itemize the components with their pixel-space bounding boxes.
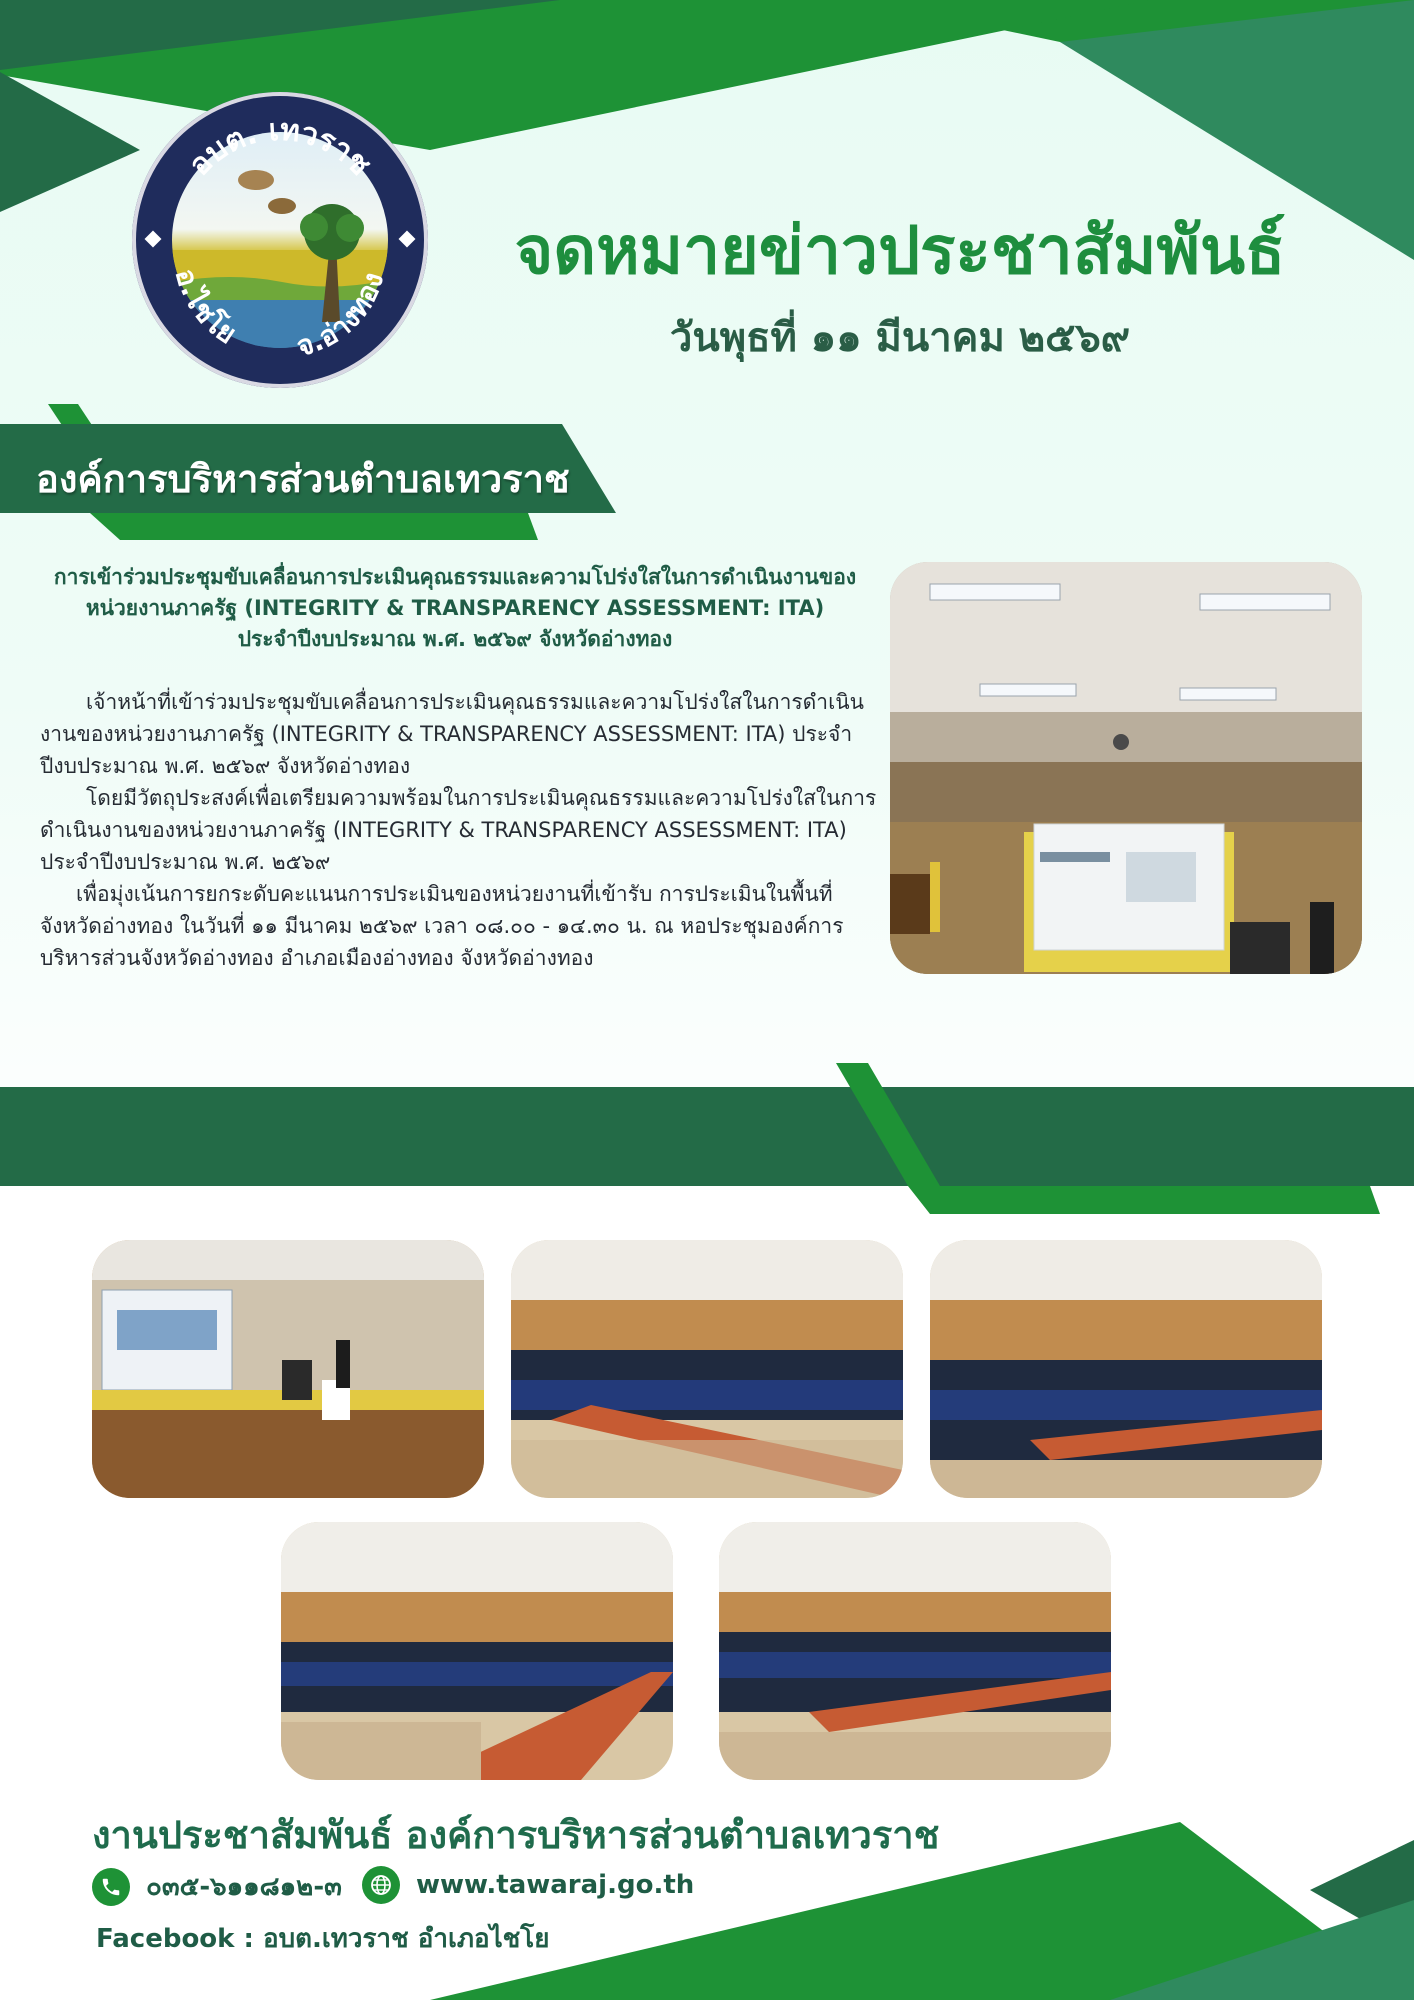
gallery-photo-audience-2 <box>930 1240 1322 1498</box>
headline-line-2: หน่วยงานภาครัฐ (INTEGRITY & TRANSPARENCY ASSESSMENT: ITA) <box>85 596 825 620</box>
article-paragraph: โดยมีวัตถุประสงค์เพื่อเตรียมความพร้อมในการประเมินคุณธรรมและความโปร่งใสในการดำเนินงานของหน่วยงานภาครัฐ (INTEGRITY & TRANSPARENCY ASSESSMENT: ITA) ประจำปีงบประมาณ พ.ศ. ๒๕๖๙ <box>40 786 877 874</box>
main-event-photo <box>890 562 1362 974</box>
gallery-photo-audience-4 <box>719 1522 1111 1780</box>
logo-bottom-right-text: จ.อ่างทอง <box>293 268 391 364</box>
svg-text:อ.ไชโย <box>169 265 242 350</box>
organization-banner: องค์การบริหารส่วนตำบลเทวราช <box>36 457 570 501</box>
headline-line-3: ประจำปีงบประมาณ พ.ศ. ๒๕๖๙ จังหวัดอ่างทอง <box>237 627 673 651</box>
article-paragraph: เพื่อมุ่งเน้นการยกระดับคะแนนการประเมินของหน่วยงานที่เข้ารับ การประเมินในพื้นที่จังหวัดอ่างทอง ในวันที่ ๑๑ มีนาคม ๒๕๖๙ เวลา ๐๘.๐๐ - ๑๔.๓๐ น. ณ หอประชุมองค์การบริหารส่วนจังหวัดอ่างทอง อำเภอเมืองอ่างทอง จังหวัดอ่างทอง <box>40 882 844 970</box>
svg-text:อบต. เทวราช <box>182 113 377 183</box>
gallery-photo-audience-1 <box>511 1240 903 1498</box>
footer-title: งานประชาสัมพันธ์ องค์การบริหารส่วนตำบลเทวราช <box>92 1813 940 1857</box>
article-body <box>40 686 890 974</box>
svg-text:จ.อ่างทอง <box>293 269 390 364</box>
article-headline <box>20 562 890 655</box>
gallery-photo-speaker <box>92 1240 484 1498</box>
gallery-photo-audience-3 <box>281 1522 673 1780</box>
logo-top-text: อบต. เทวราช <box>182 112 378 183</box>
contact-website[interactable] <box>362 1866 694 1904</box>
logo-ring-text <box>132 92 428 388</box>
article-paragraph: เจ้าหน้าที่เข้าร่วมประชุมขับเคลื่อนการประเมินคุณธรรมและความโปร่งใสในการดำเนินงานของหน่วยงานภาครัฐ (INTEGRITY & TRANSPARENCY ASSESSMENT: ITA) ประจำปีงบประมาณ พ.ศ. ๒๕๖๙ จังหวัดอ่างทอง <box>40 690 864 778</box>
phone-number: ๐๓๕-๖๑๑๘๑๒-๓ <box>146 1872 342 1902</box>
contact-phone <box>92 1866 342 1907</box>
headline-line-1: การเข้าร่วมประชุมขับเคลื่อนการประเมินคุณธรรมและความโปร่งใสในการดำเนินงานของ <box>53 565 857 589</box>
website-link[interactable]: www.tawaraj.go.th <box>416 1870 695 1900</box>
newsletter-date: วันพุธที่ ๑๑ มีนาคม ๒๕๖๙ <box>669 315 1131 361</box>
facebook-page: Facebook : อบต.เทวราช อำเภอไชโย <box>96 1924 550 1954</box>
logo-bottom-left-text: อ.ไชโย <box>168 265 243 351</box>
organization-logo <box>132 92 428 388</box>
newsletter-title: จดหมายข่าวประชาสัมพันธ์ <box>514 212 1286 289</box>
phone-icon <box>92 1868 130 1906</box>
globe-icon <box>362 1866 400 1904</box>
